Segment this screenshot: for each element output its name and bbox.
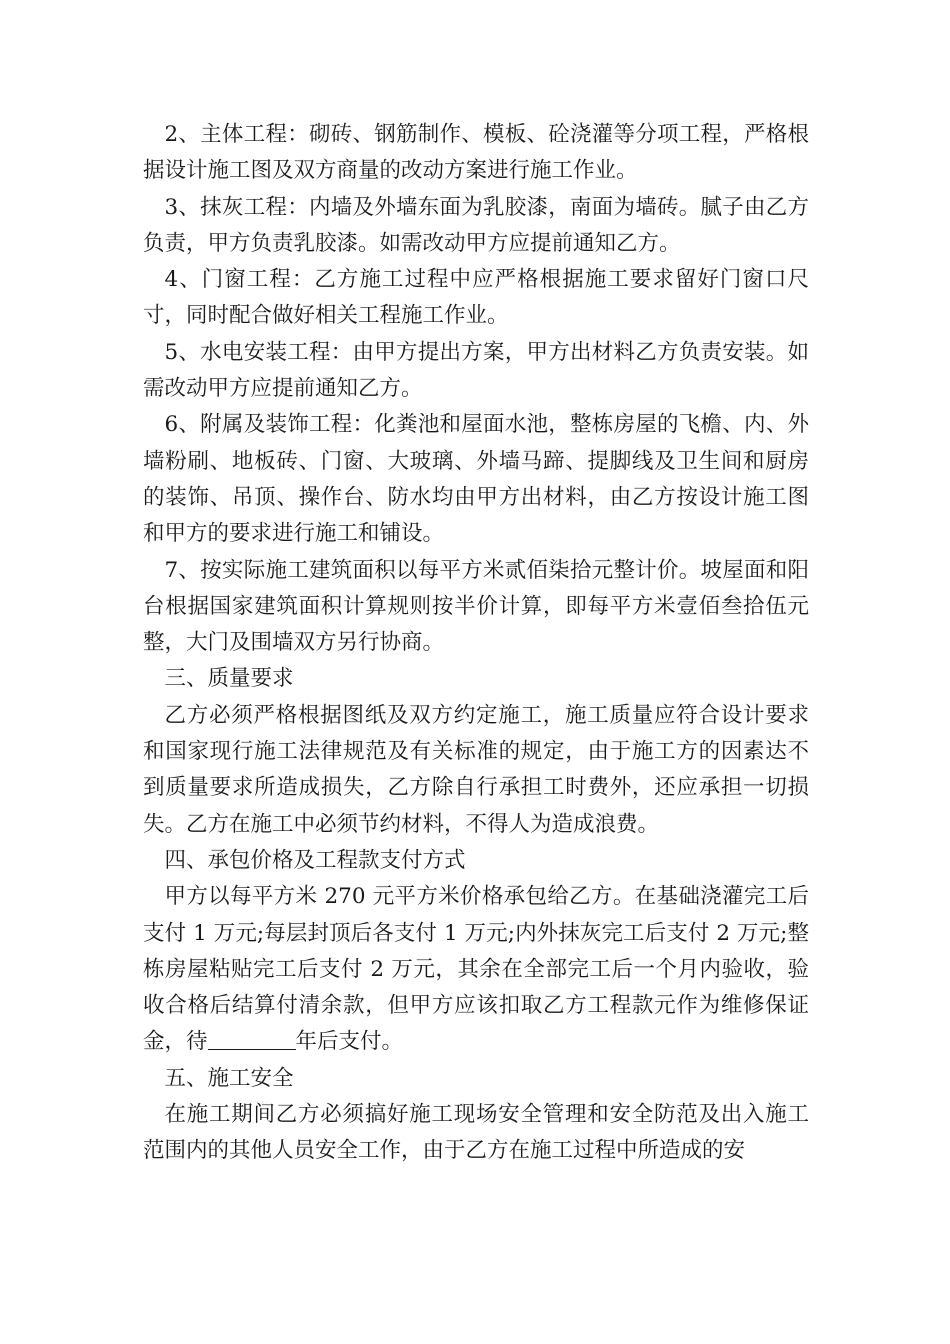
clause-plastering: 3、抹灰工程：内墙及外墙东面为乳胶漆，南面为墙砖。腻子由乙方负责，甲方负责乳胶漆。如需改动甲方应提前通知乙方。: [143, 194, 809, 256]
clause-doors-windows: 4、门窗工程：乙方施工过程中应严格根据施工要求留好门窗口尺寸，同时配合做好相关工程施工作业。: [143, 267, 809, 329]
section-body-quality: 乙方必须严格根据图纸及双方约定施工，施工质量应符合设计要求和国家现行施工法律规范及有关标准的规定，由于施工方的因素达不到质量要求所造成损失，乙方除自行承担工时费外，还应承担一切损失。乙方在施工中必须节约材料，不得人为造成浪费。: [143, 702, 809, 837]
clause-main-structure: 2、主体工程：砌砖、钢筋制作、模板、砼浇灌等分项工程，严格根据设计施工图及双方商量的改动方案进行施工作业。: [143, 122, 809, 184]
section-heading-quality: 三、质量要求: [164, 666, 294, 692]
clause-plumbing-electrical: 5、水电安装工程：由甲方提出方案，甲方出材料乙方负责安装。如需改动甲方应提前通知乙方。: [143, 339, 809, 402]
payment-text: 甲方以每平方米 270 元平方米价格承包给乙方。在基础浇灌完工后支付 1 万元;每层封顶后各支付 1 万元;内外抹灰完工后支付 2 万元;整栋房屋粘贴完工后支付 2 万元，其余在全部完工后一个月内验收，验收合格后结算付清余款，但甲方应该扣取乙方工程款元作为维修保证金，待: [143, 884, 809, 1055]
payment-text-end: 年后支付。: [295, 1029, 404, 1055]
fill-in-blank: [208, 1028, 296, 1051]
section-heading-safety: 五、施工安全: [164, 1065, 294, 1091]
section-heading-payment: 四、承包价格及工程款支付方式: [164, 847, 466, 873]
section-body-payment: [143, 879, 809, 1060]
clause-ancillary-decoration: 6、附属及装饰工程：化粪池和屋面水池，整栋房屋的飞檐、内、外墙粉刷、地板砖、门窗、大玻璃、外墙马蹄、提脚线及卫生间和厨房的装饰、吊顶、操作台、防水均由甲方出材料，由乙方按设计施工图和甲方的要求进行施工和铺设。: [143, 412, 809, 547]
document-body: [143, 117, 809, 1170]
clause-pricing-area: 7、按实际施工建筑面积以每平方米贰佰柒拾元整计价。坡屋面和阳台根据国家建筑面积计算规则按半价计算，即每平方米壹佰叁拾伍元整，大门及围墙双方另行协商。: [143, 557, 809, 656]
section-body-safety: 在施工期间乙方必须搞好施工现场安全管理和安全防范及出入施工范围内的其他人员安全工作，由于乙方在施工过程中所造成的安: [143, 1102, 809, 1164]
